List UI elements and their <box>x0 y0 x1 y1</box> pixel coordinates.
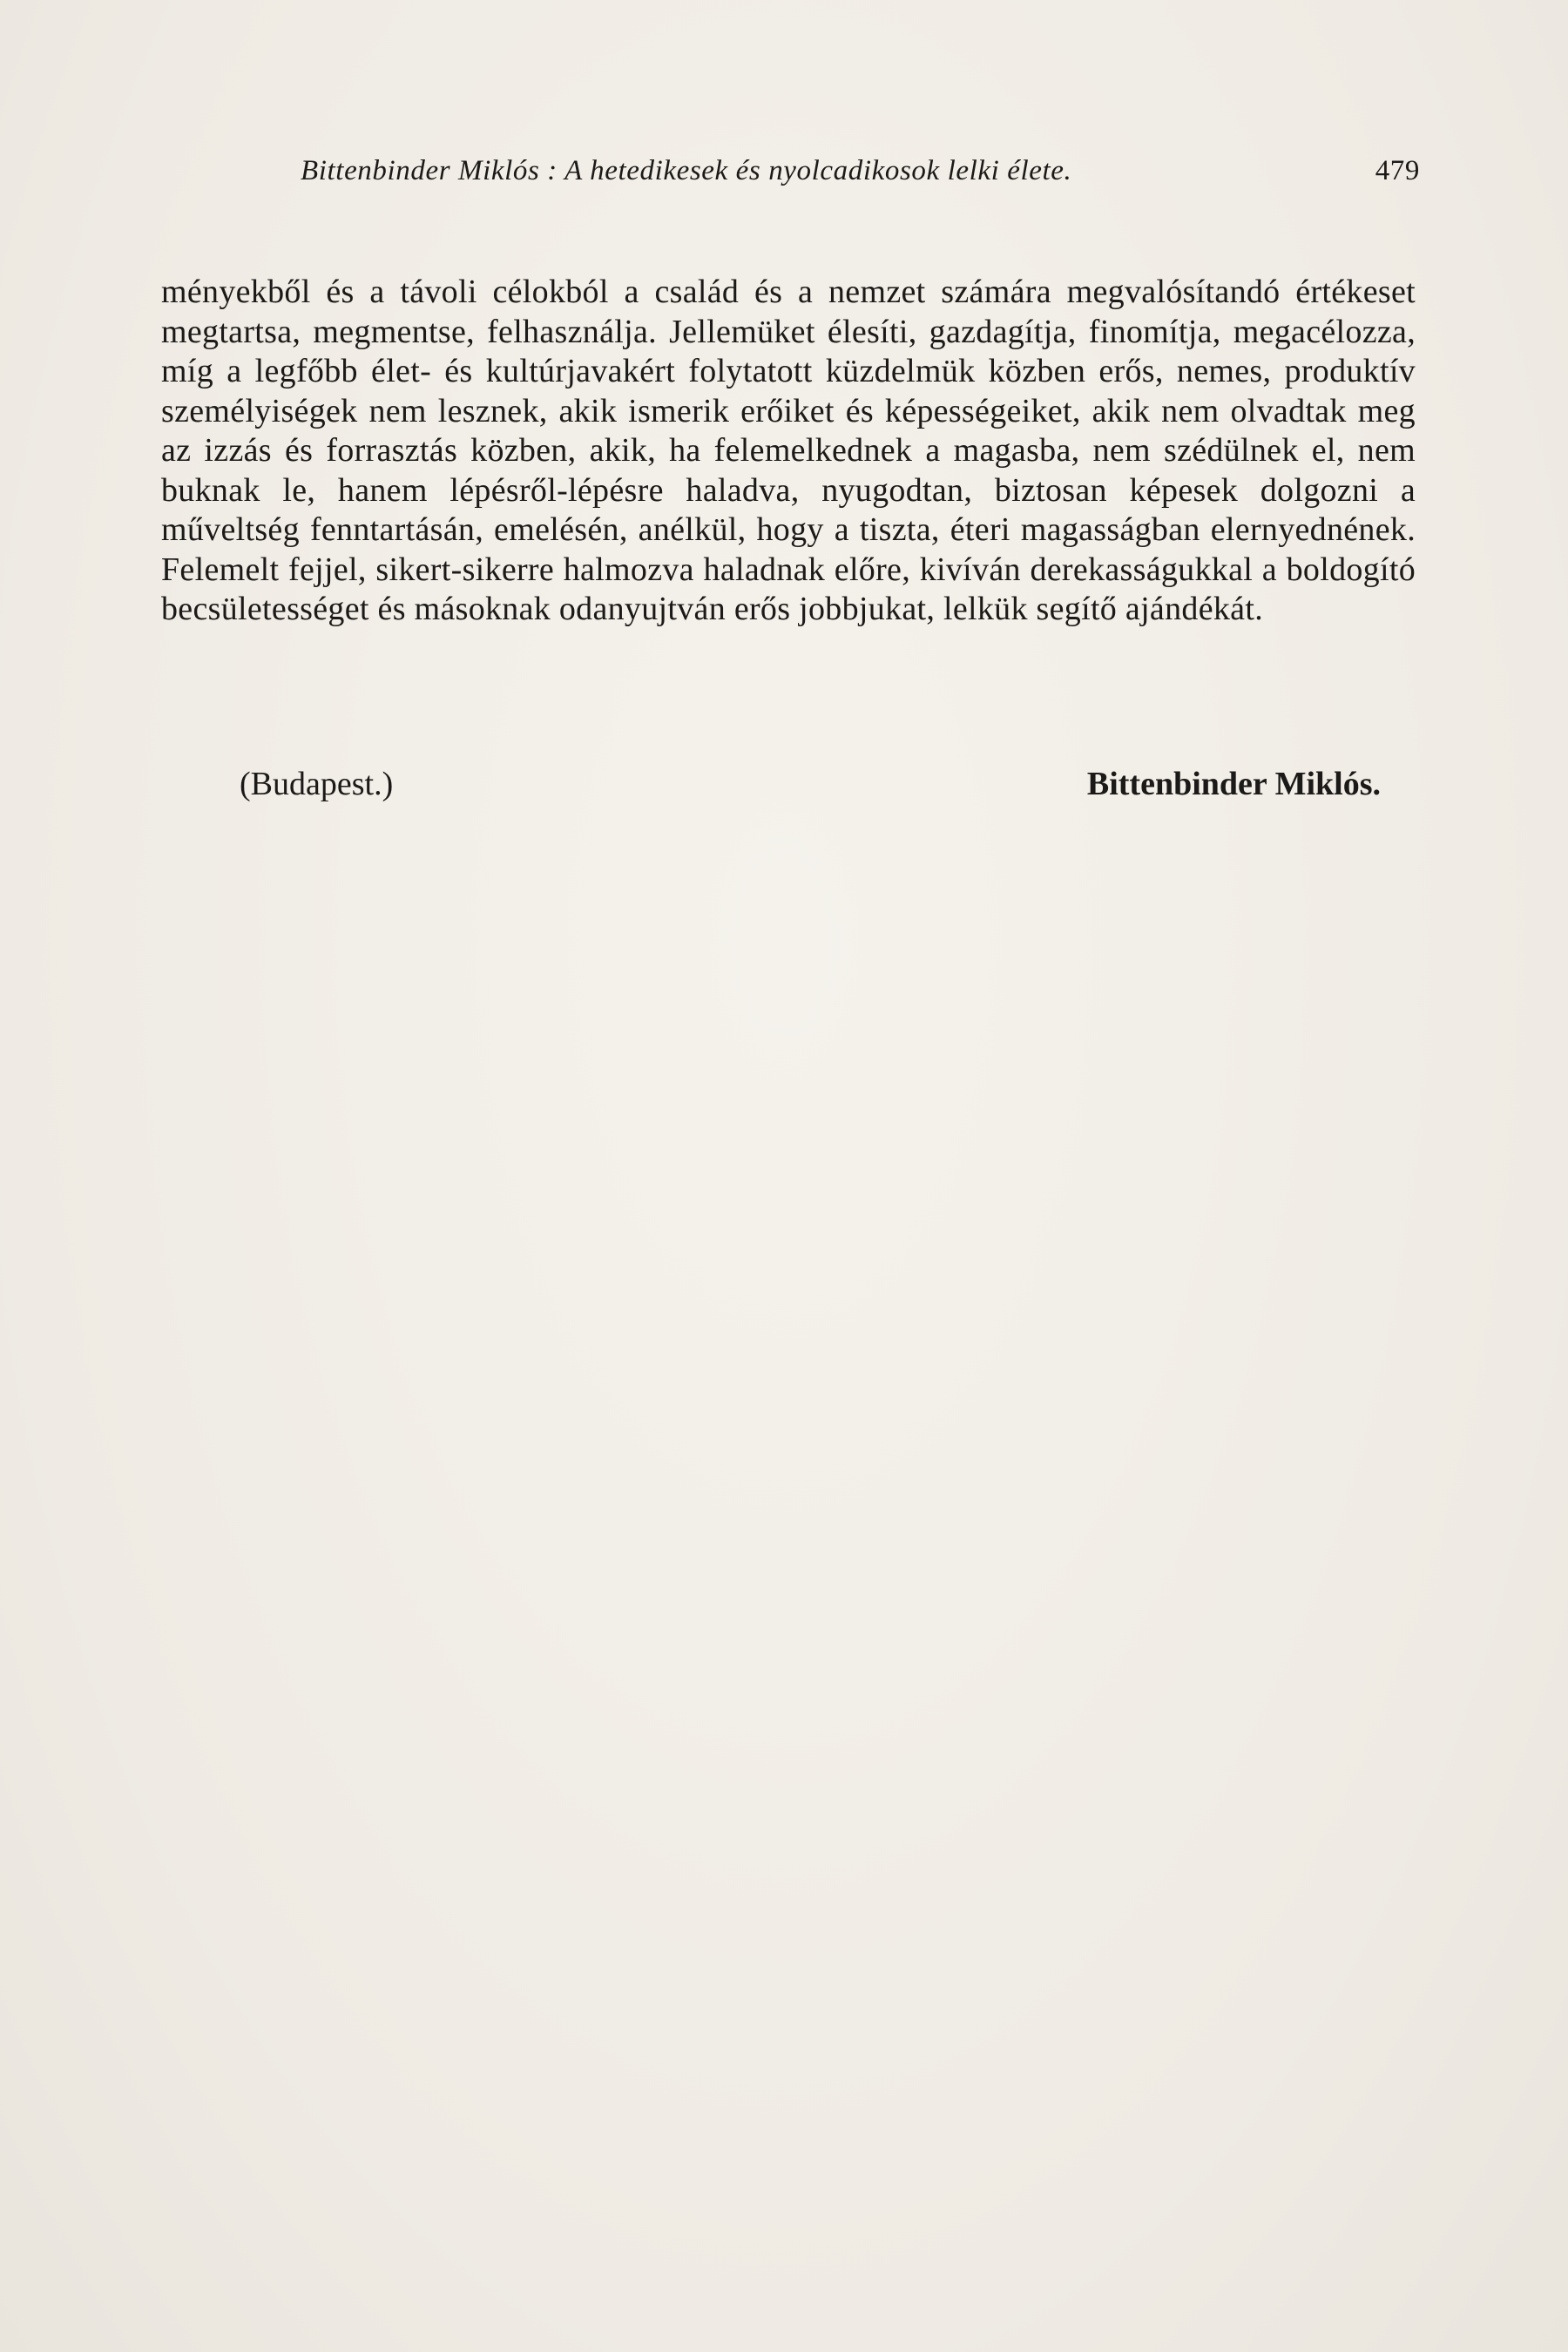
signature-line <box>161 765 1381 808</box>
signature-place: (Budapest.) <box>240 766 394 802</box>
signature-author: Bittenbinder Miklós. <box>1086 766 1381 802</box>
running-head <box>301 155 1420 199</box>
running-title: Bittenbinder Miklós : A hetedikesek és nyolcadikosok lelki élete. <box>301 155 1072 186</box>
page-number: 479 <box>1375 155 1420 186</box>
body-paragraph: ményekből és a távoli célokból a család és a nemzet számára megvalósítandó értékeset megtartsa, megmentse, felhasználja. Jellemüket élesíti, gazdagítja, finomítja, megacélozza, míg a legfőbb élet- és kultúrjavakért folytatott küzdelmük közben erős, nemes, produktív személyiségek nem lesznek, akik ismerik erőiket és képességeiket, akik nem olvadtak meg az izzás és forrasztás közben, akik, ha felemelkednek a magasba, nem szédülnek el, nem buknak le, hanem lépésről-lépésre haladva, nyugodtan, biztosan képesek dolgozni a műveltség fenntartásán, emelésén, anélkül, hogy a tiszta, éteri magasságban elernyednének. Felemelt fejjel, sikert-sikerre halmozva haladnak előre, kivíván derekasságukkal a boldogító becsületességet és másoknak odanyujtván erős jobbjukat, lelkük segítő ajándékát. <box>161 274 1416 627</box>
